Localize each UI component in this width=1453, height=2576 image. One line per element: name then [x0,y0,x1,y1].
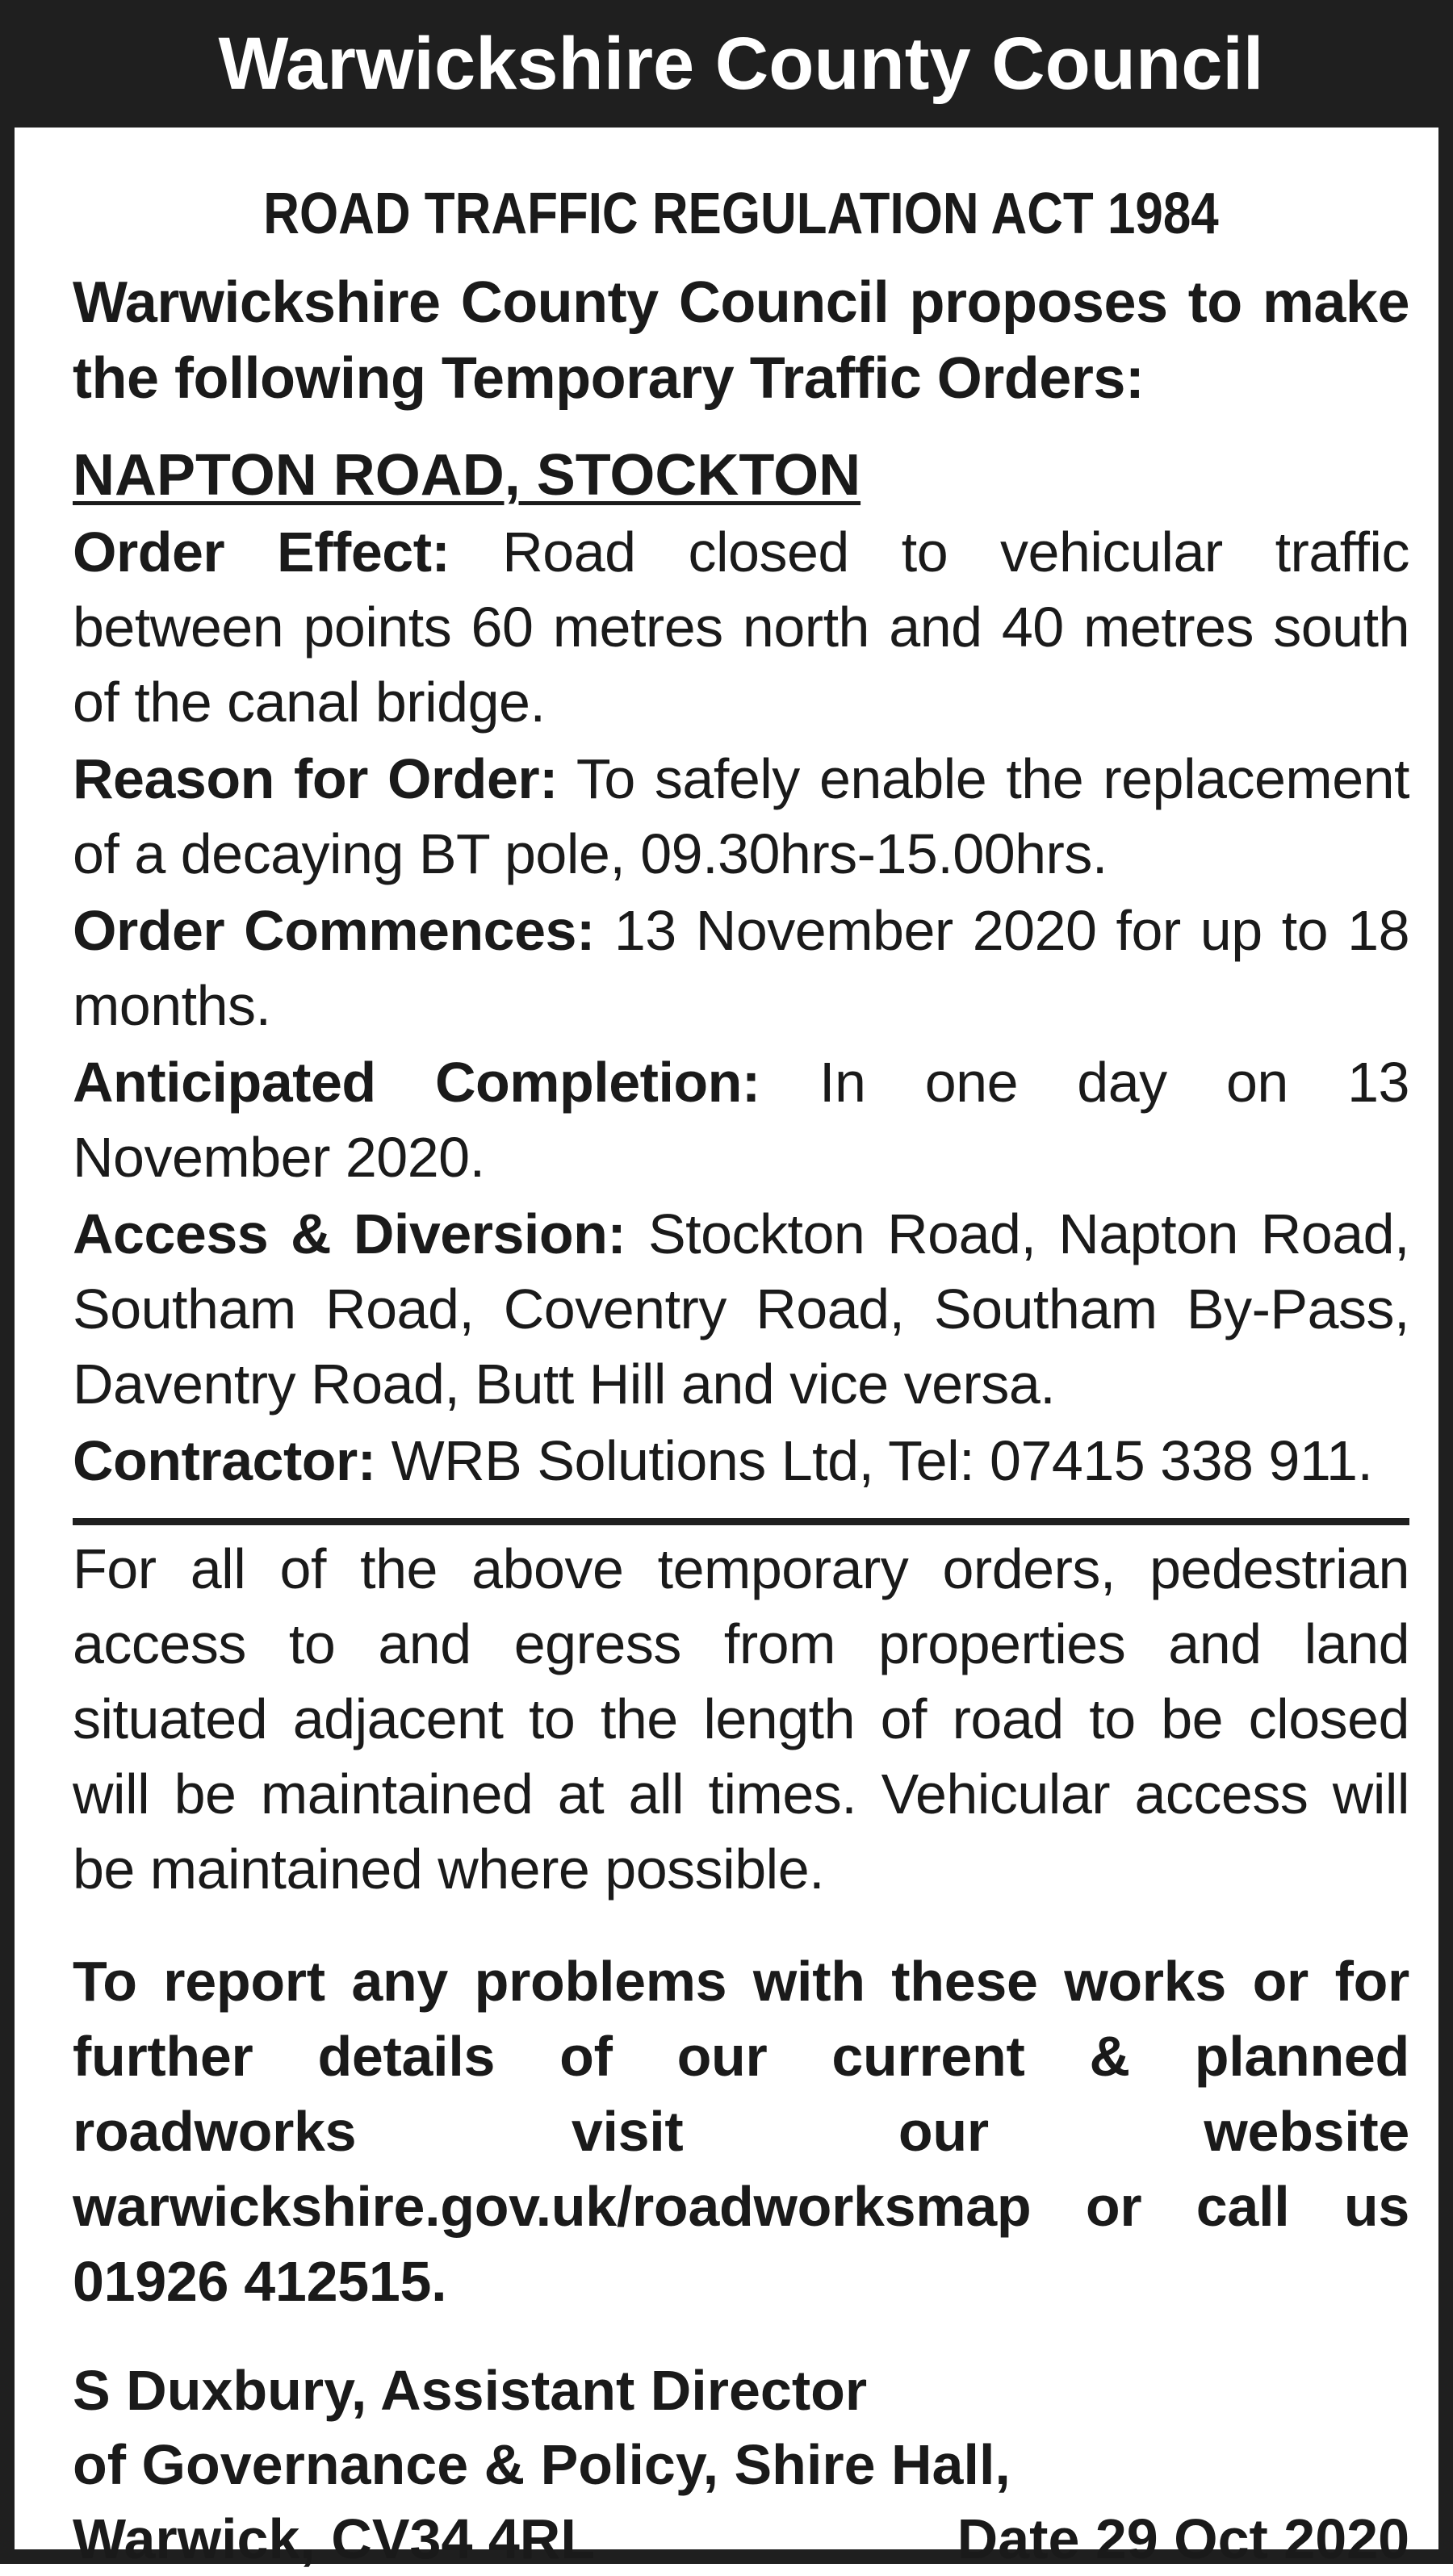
field-value: 13 November 2020 for up to 18 months. [73,899,1410,1037]
access-note: For all of the above temporary orders, pedestrian access to and egress from properties and land situated adjacent to the length of road to be closed will be maintained at all times. Vehicular access will be maintained where possible. [73,1537,1409,1901]
contractor-field [73,1424,1409,1499]
intro-statement: Warwickshire County Council proposes to make the following Temporary Traffic Orders: [73,270,1409,411]
section-divider [73,1518,1409,1525]
field-label: Anticipated Completion: [73,1051,760,1114]
field-label: Reason for Order: [73,747,558,810]
reason-field [73,742,1409,892]
signature-line: Warwick, CV34 4RL [73,2507,596,2570]
field-value: To safely enable the replacement of a decaying BT pole, 09.30hrs-15.00hrs. [73,747,1410,885]
council-banner: Warwickshire County Council [15,0,1453,128]
report-note: To report any problems with these works or for further details of our current & planned roadworks visit our website warwickshire.gov.uk/roadworksmap or call us 01926 412515. [73,1950,1409,2313]
field-value: Stockton Road, Napton Road, Southam Road, Coventry Road, Southam By-Pass, Daventry Road, Butt Hill and vice versa. [73,1202,1410,1416]
signature-line: of Governance & Policy, Shire Hall, [73,2433,1011,2496]
commences-field [73,893,1409,1043]
signature-block [73,2353,1409,2576]
field-label: Order Effect: [73,521,450,583]
field-label: Order Commences: [73,899,595,962]
field-value: Road closed to vehicular traffic between points 60 metres north and 40 metres south of the canal bridge. [73,521,1409,734]
diversion-field [73,1197,1409,1422]
order-effect-field [73,515,1409,740]
notice-date: Date 29 Oct 2020 [957,2507,1409,2570]
field-label: Access & Diversion: [73,1202,626,1265]
signature-line: S Duxbury, Assistant Director [73,2359,868,2422]
field-value: In one day on 13 November 2020. [73,1051,1409,1189]
field-value: WRB Solutions Ltd, Tel: 07415 338 911. [391,1429,1373,1492]
completion-field [73,1045,1409,1195]
act-heading: ROAD TRAFFIC REGULATION ACT 1984 [263,182,1219,246]
notice-content [73,128,1409,2576]
field-label: Contractor: [73,1429,376,1492]
road-name-heading: NAPTON ROAD, STOCKTON [73,443,861,508]
